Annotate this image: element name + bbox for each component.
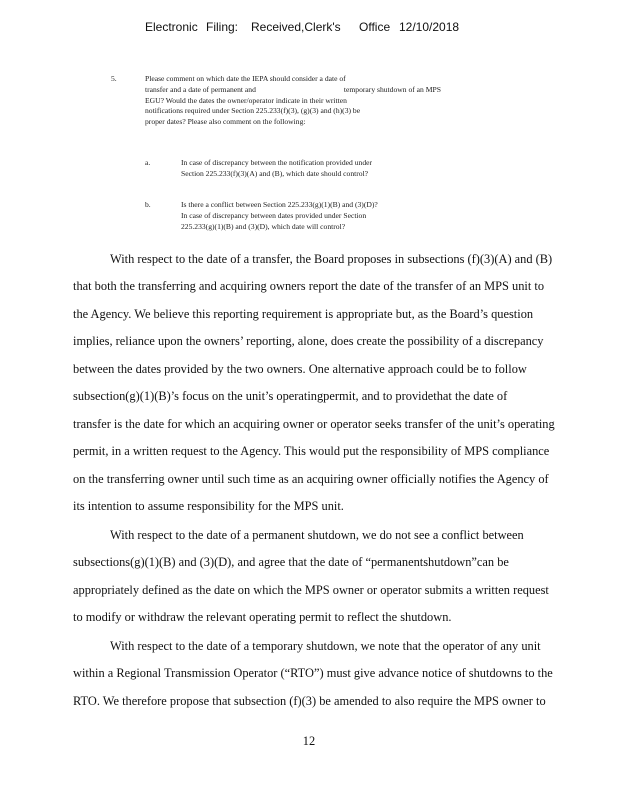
body-line: appropriately defined as the date on which the MPS owner or operator submits a written request: [73, 583, 549, 597]
body-line: on the transferring owner until such time as an acquiring owner officially notifies the Agency of: [73, 472, 549, 486]
header-electronic: Electronic: [145, 20, 198, 34]
body-line: subsections(g)(1)(B) and (3)(D), and agree that the date of “permanentshutdown”can be: [73, 555, 509, 569]
page-number: 12: [302, 734, 316, 748]
sub-question-b-label: b.: [145, 200, 151, 209]
body-line: that both the transferring and acquiring owners report the date of the transfer of an MPS unit to: [73, 279, 545, 293]
body-line: transfer is the date for which an acquiring owner or operator seeks transfer of the unit’s operating: [73, 417, 555, 431]
header-date: 12/10/2018: [399, 20, 460, 34]
sub-question-line: In case of discrepancy between dates provided under Section: [181, 210, 367, 220]
sub-question-line: 225.233(g)(1)(B) and (3)(D), which date will control?: [181, 221, 346, 231]
body-line: permit, in a written request to the Agency. This would put the responsibility of MPS compliance: [73, 444, 550, 458]
sub-question-a-label: a.: [145, 158, 151, 167]
sub-question-line: Section 225.233(f)(3)(A) and (B), which date should control?: [181, 168, 369, 178]
sub-question-b: [181, 200, 378, 232]
body-line: subsection(g)(1)(B)’s focus on the unit’s operatingpermit, and to providethat the date of: [73, 389, 508, 403]
question-line: proper dates? Please also comment on the following:: [145, 117, 306, 127]
body-line: With respect to the date of a transfer, the Board proposes in subsections (f)(3)(A) and (B): [110, 252, 553, 266]
body-line: implies, reliance upon the owners’ reporting, alone, does create the possibility of a discrepancy: [73, 334, 544, 348]
header-filing: Filing:: [206, 20, 239, 34]
sub-question-line: In case of discrepancy between the notification provided under: [181, 158, 373, 167]
body-line: between the dates provided by the two owners. One alternative approach could be to follow: [73, 362, 527, 376]
body-line: to modify or withdraw the relevant operating permit to reflect the shutdown.: [73, 610, 452, 624]
sub-question-a: [181, 158, 372, 180]
question-number: 5.: [111, 74, 117, 83]
header-office: Office: [359, 20, 391, 34]
question-line: EGU? Would the dates the owner/operator indicate in their written: [145, 95, 347, 105]
body-line: its intention to assume responsibility for the MPS unit.: [73, 499, 344, 513]
sub-question-line: Is there a conflict between Section 225.233(g)(1)(B) and (3)(D)?: [181, 200, 378, 209]
body-line: the Agency. We believe this reporting requirement is appropriate but, as the Board’s question: [73, 307, 534, 321]
body-line: RTO. We therefore propose that subsection (f)(3) be amended to also require the MPS owner to: [73, 694, 546, 708]
body-line: With respect to the date of a temporary shutdown, we note that the operator of any unit: [110, 639, 541, 653]
body-line: With respect to the date of a permanent shutdown, we do not see a conflict between: [110, 528, 524, 542]
question-line: notifications required under Section 225.233(f)(3), (g)(3) and (h)(3) be: [145, 106, 361, 116]
question-line: transfer and a date of permanent and temporary shutdown of an MPS: [145, 84, 441, 94]
question-text: [145, 74, 441, 128]
header-received: Received,Clerk's: [251, 20, 341, 34]
question-line: Please comment on which date the IEPA should consider a date of: [145, 74, 346, 83]
body-line: within a Regional Transmission Operator (“RTO”) must give advance notice of shutdowns to the: [73, 666, 553, 680]
